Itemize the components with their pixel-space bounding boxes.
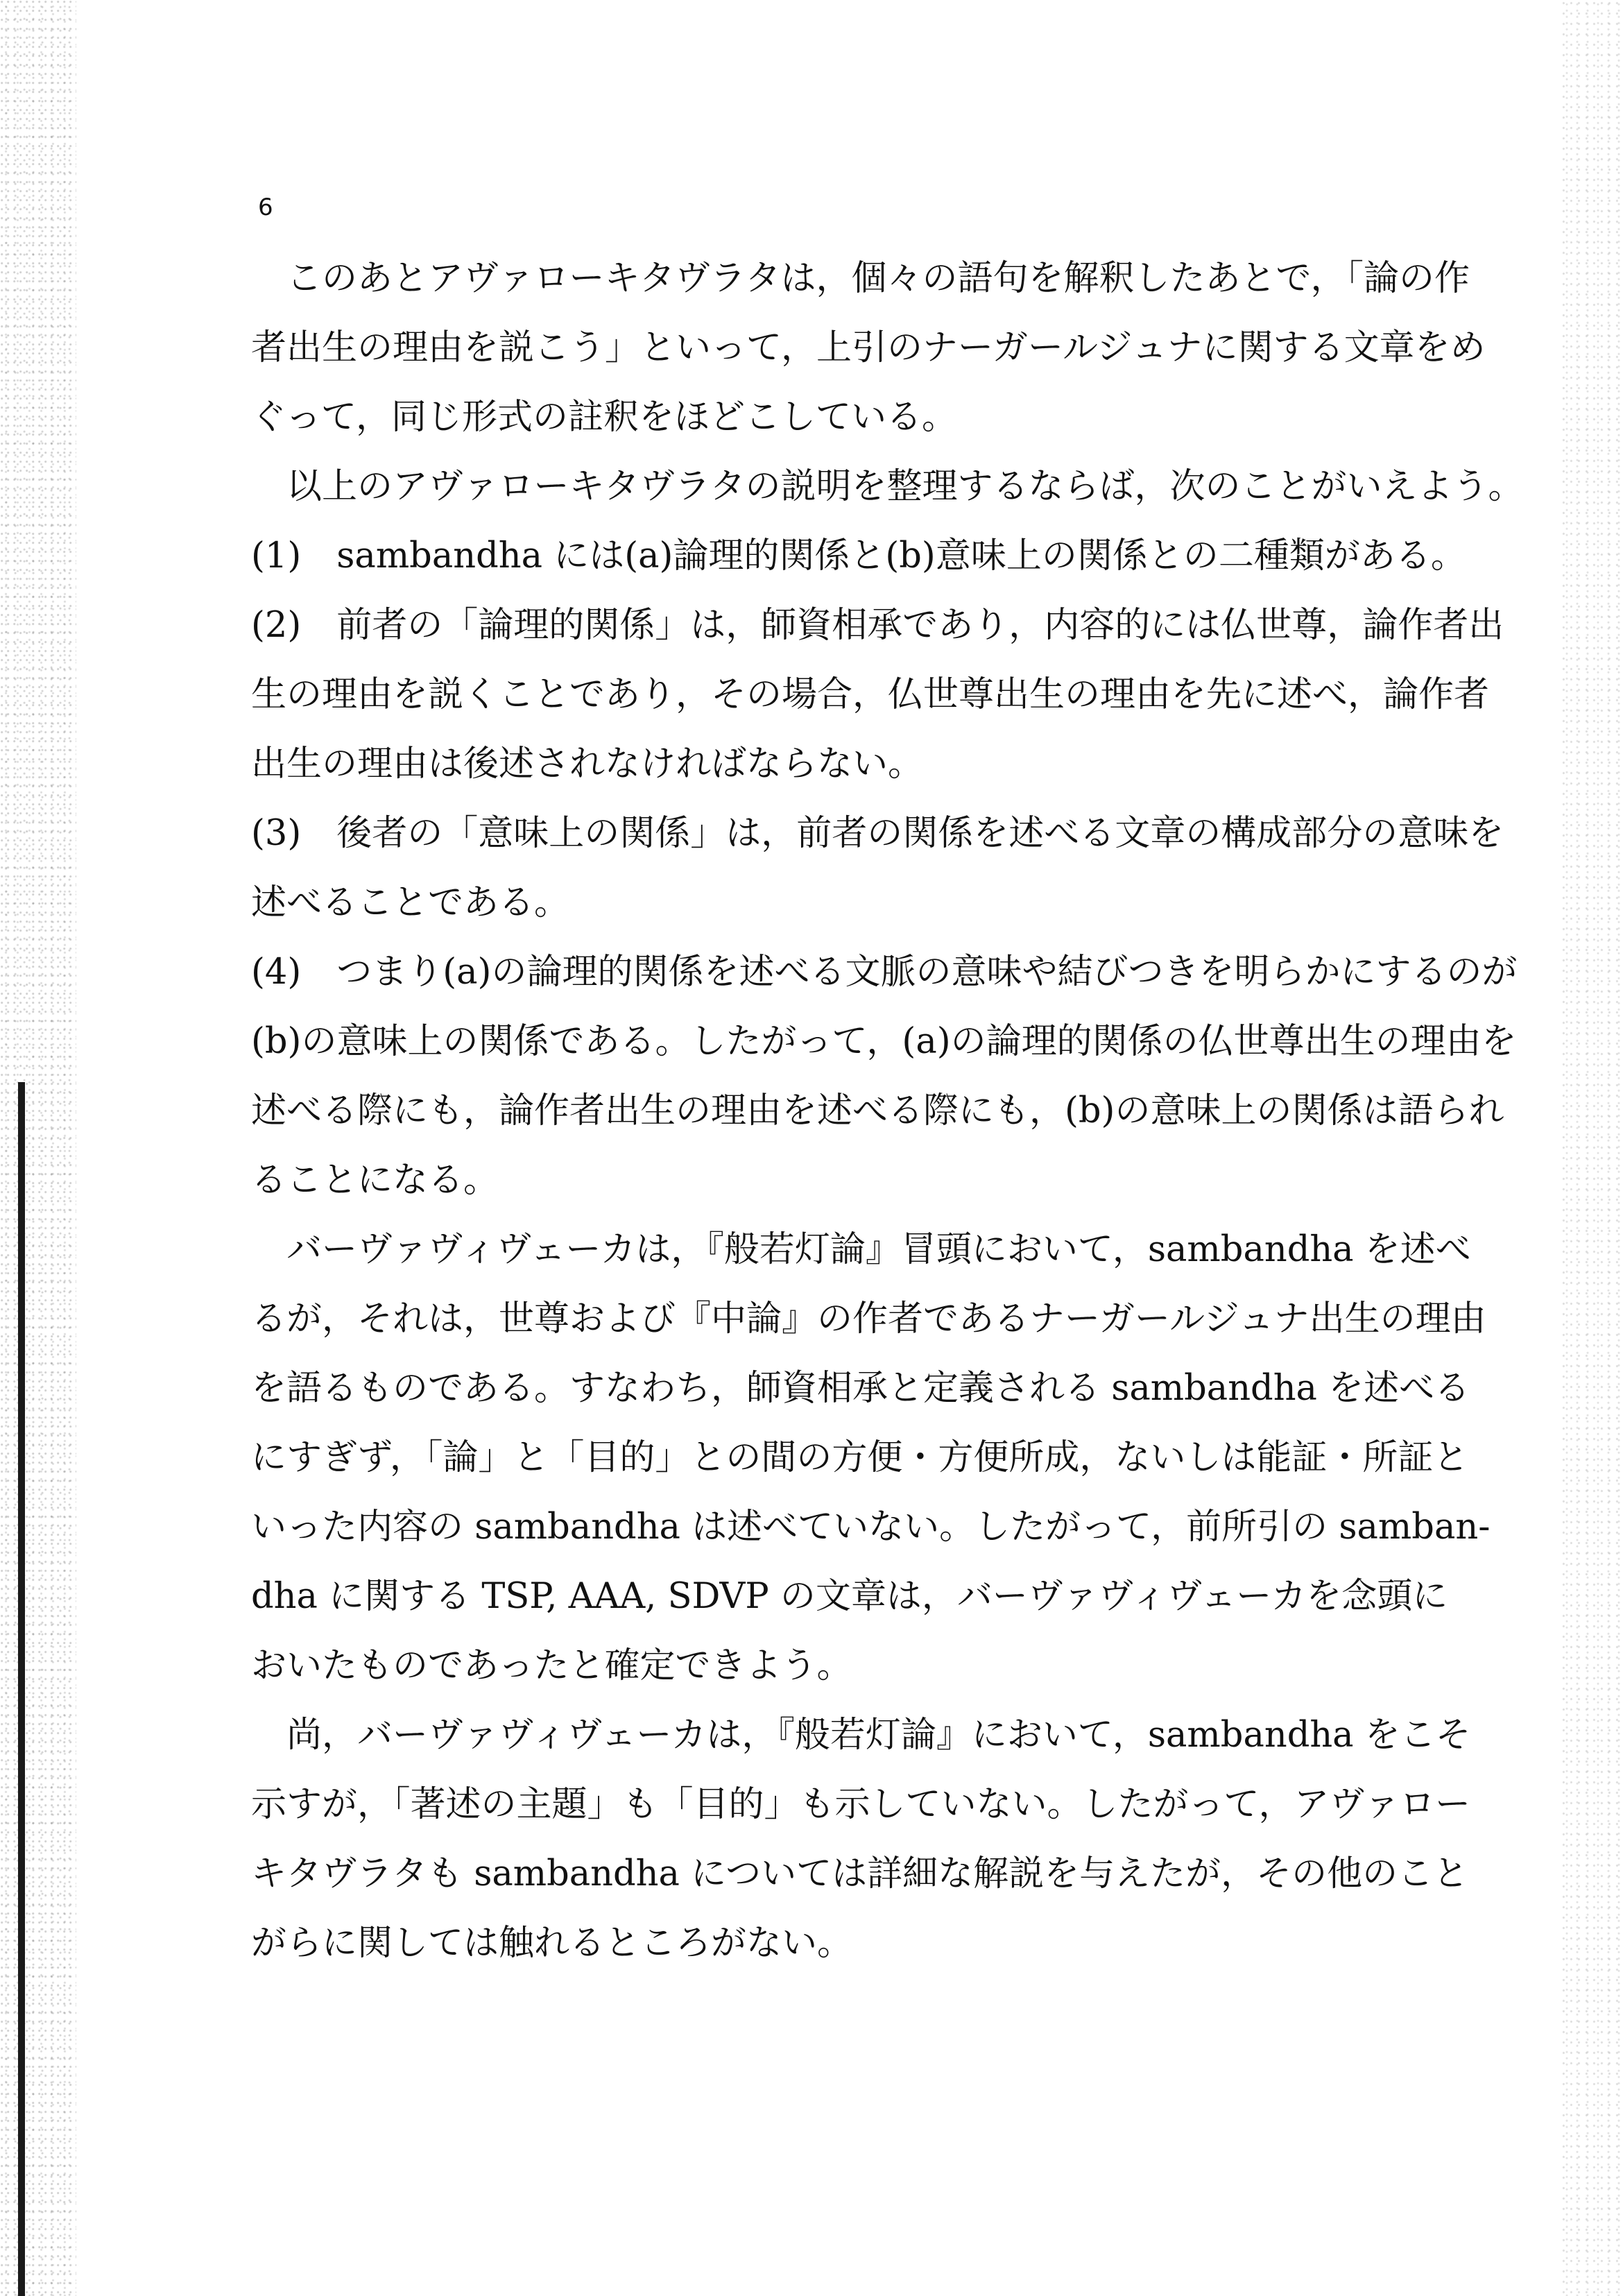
body-text bbox=[251, 244, 1524, 1978]
text-line: にすぎず，「論」と「目的」との間の方便・方便所成，ないしは能証・所証と bbox=[251, 1437, 1469, 1478]
text-line: 以上のアヴァローキタヴラタの説明を整理するならば，次のことがいえよう。 bbox=[251, 466, 1524, 507]
scan-noise-left bbox=[0, 0, 76, 2296]
text-line: がらに関しては触れるところがない。 bbox=[251, 1923, 853, 1964]
scan-noise-right bbox=[1561, 0, 1623, 2296]
text-line: (4) つまり(a)の論理的関係を述べる文脈の意味や結びつきを明らかにするのが bbox=[251, 952, 1518, 993]
text-line: ることになる。 bbox=[251, 1160, 499, 1201]
text-line: ぐって，同じ形式の註釈をほどこしている。 bbox=[251, 397, 957, 438]
text-line: 出生の理由は後述されなければならない。 bbox=[251, 744, 924, 785]
text-line: いった内容の sambandha は述べていない。したがって，前所引の samban- bbox=[251, 1507, 1491, 1548]
text-line: (b)の意味上の関係である。したがって，(a)の論理的関係の仏世尊出生の理由を bbox=[251, 1021, 1517, 1062]
text-line: おいたものであったと確定できよう。 bbox=[251, 1645, 852, 1686]
text-line: 尚，バーヴァヴィヴェーカは，『般若灯論』において，sambandha をこそ bbox=[251, 1715, 1471, 1756]
text-line: るが，それは，世尊および『中論』の作者であるナーガールジュナ出生の理由 bbox=[251, 1299, 1486, 1339]
text-line: (3) 後者の「意味上の関係」は，前者の関係を述べる文章の構成部分の意味を bbox=[251, 813, 1504, 854]
text-line: バーヴァヴィヴェーカは，『般若灯論』冒頭において，sambandha を述べ bbox=[251, 1229, 1471, 1270]
text-line: 示すが，「著述の主題」も「目的」も示していない。したがって，アヴァロー bbox=[251, 1784, 1470, 1825]
text-line: 述べる際にも，論作者出生の理由を述べる際にも，(b)の意味上の関係は語られ bbox=[251, 1090, 1504, 1131]
text-line: 生の理由を説くことであり，その場合，仏世尊出生の理由を先に述べ，論作者 bbox=[251, 674, 1490, 715]
text-line: (2) 前者の「論理的関係」は，師資相承であり，内容的には仏世尊，論作者出 bbox=[251, 605, 1504, 646]
text-line: dha に関する TSP, AAA, SDVP の文章は，バーヴァヴィヴェーカを念頭に bbox=[251, 1576, 1448, 1617]
text-line: 者出生の理由を説こう」といって，上引のナーガールジュナに関する文章をめ bbox=[251, 327, 1486, 368]
text-line: 述べることである。 bbox=[251, 882, 570, 923]
text-line: キタヴラタも sambandha については詳細な解説を与えたが，その他のこと bbox=[251, 1853, 1469, 1894]
binding-edge-bar bbox=[18, 1082, 25, 2296]
text-line: (1) sambandha には(a)論理的関係と(b)意味上の関係との二種類がある。 bbox=[251, 536, 1466, 576]
text-line: を語るものである。すなわち，師資相承と定義される sambandha を述べる bbox=[251, 1368, 1470, 1409]
text-line: このあとアヴァローキタヴラタは，個々の語句を解釈したあとで，「論の作 bbox=[251, 258, 1470, 299]
page-number: 6 bbox=[258, 194, 273, 221]
